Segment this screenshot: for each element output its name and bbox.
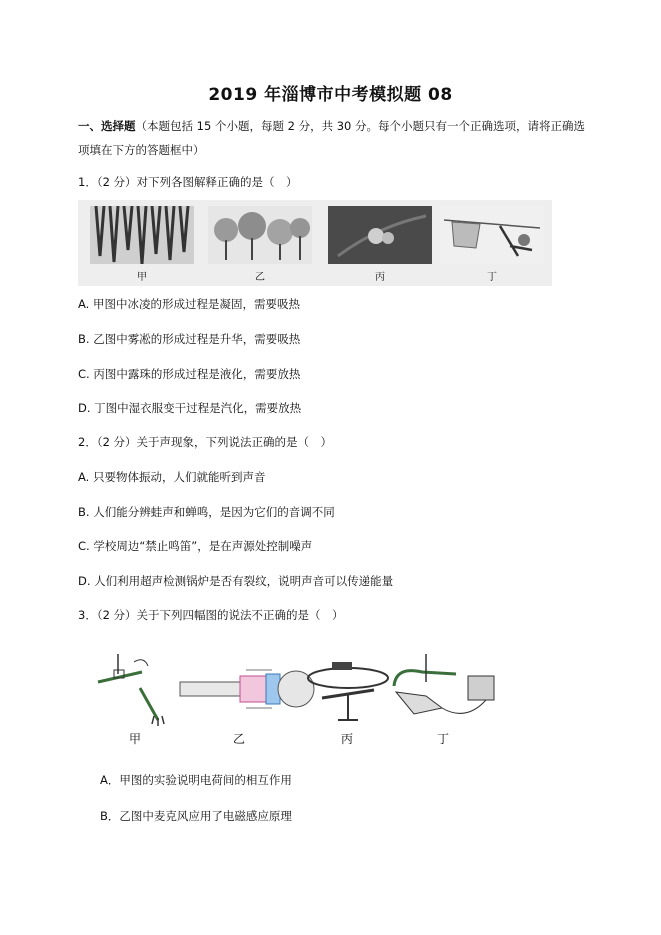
q1-photo-icicles bbox=[90, 206, 194, 264]
dew-drop-image bbox=[328, 206, 432, 264]
q1-option-d: D. 丁图中湿衣服变干过程是汽化，需要放热 bbox=[78, 401, 302, 415]
q3-option-b: B．乙图中麦克风应用了电磁感应原理 bbox=[100, 809, 292, 823]
q2-option-b: B. 人们能分辨蛙声和蝉鸣，是因为它们的音调不同 bbox=[78, 505, 335, 519]
q1-option-a: A. 甲图中冰凌的形成过程是凝固，需要吸热 bbox=[78, 297, 300, 311]
q1-stem: 1．（2 分）对下列各图解释正确的是（ ） bbox=[78, 175, 298, 189]
q1-label-yi: 乙 bbox=[255, 272, 265, 283]
compass-coil-diagram-icon bbox=[308, 662, 388, 720]
microphone-diagram-icon bbox=[180, 670, 314, 708]
q2-option-c: C. 学校周边“禁止鸣笛”，是在声源处控制噪声 bbox=[78, 539, 313, 553]
q3-label-jia: 甲 bbox=[128, 732, 141, 746]
section-heading bbox=[78, 118, 588, 158]
q3-label-ding: 丁 bbox=[436, 732, 449, 746]
q1-option-c: C. 丙图中露珠的形成过程是液化，需要放热 bbox=[78, 367, 301, 381]
q1-label-ding: 丁 bbox=[487, 272, 497, 283]
q2-option-a: A. 只要物体振动，人们就能听到声音 bbox=[78, 470, 266, 484]
section-label: 一、选择题 bbox=[78, 119, 136, 133]
q3-label-yi: 乙 bbox=[232, 732, 245, 746]
q1-photo-rime bbox=[208, 206, 312, 264]
q2-stem: 2．（2 分）关于声现象，下列说法正确的是（ ） bbox=[78, 435, 333, 449]
q1-label-bing: 丙 bbox=[375, 272, 385, 283]
electromagnet-diagram-icon bbox=[394, 654, 494, 714]
q1-label-jia: 甲 bbox=[137, 272, 147, 283]
q3-option-a: A．甲图的实验说明电荷间的相互作用 bbox=[100, 773, 292, 787]
q1-photo-laundry bbox=[440, 206, 544, 264]
page-title: 2019 年淄博市中考模拟题 08 bbox=[208, 85, 453, 105]
q2-option-d: D. 人们利用超声检测锅炉是否有裂纹，说明声音可以传递能量 bbox=[78, 574, 394, 588]
section-desc-line2: 项填在下方的答题框中） bbox=[78, 143, 205, 157]
drying-clothes-image bbox=[440, 206, 544, 264]
q1-photo-dew bbox=[328, 206, 432, 264]
q1-option-b: B. 乙图中雾凇的形成过程是升华，需要吸热 bbox=[78, 332, 301, 346]
q3-diagrams bbox=[96, 652, 506, 728]
q3-figure bbox=[96, 652, 506, 752]
q3-stem: 3．（2 分）关于下列四幅图的说法不正确的是（ ） bbox=[78, 608, 344, 622]
icicles-image bbox=[90, 206, 194, 264]
charged-rod-diagram-icon bbox=[98, 654, 164, 726]
q3-label-bing: 丙 bbox=[340, 732, 353, 746]
rime-trees-image bbox=[208, 206, 312, 264]
q1-figure bbox=[78, 200, 552, 286]
section-desc-line1: （本题包括 15 个小题，每题 2 分，共 30 分。每个小题只有一个正确选项，请将正确选 bbox=[135, 119, 586, 133]
